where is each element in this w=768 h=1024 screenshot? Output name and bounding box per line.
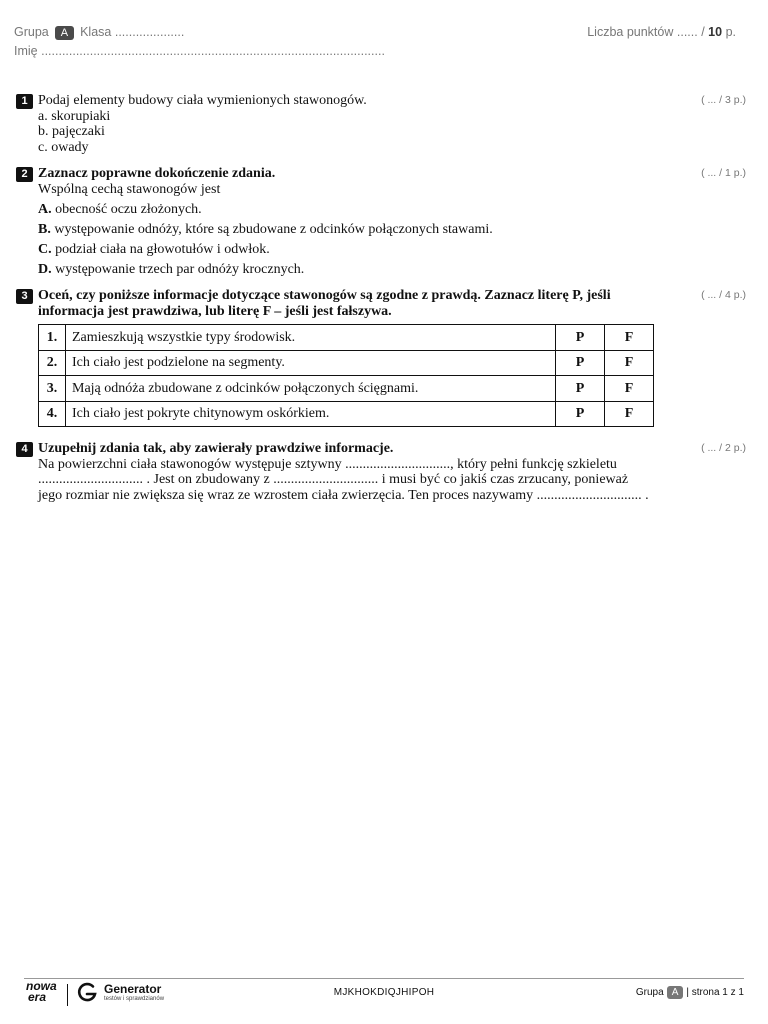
task-score: ( ... / 3 p.)	[701, 94, 746, 106]
row-statement: Ich ciało jest pokryte chitynowym oskórkiem.	[66, 401, 556, 427]
row-number: 3.	[39, 376, 66, 402]
task-lead: Wspólną cechą stawonogów jest	[38, 181, 221, 197]
choice-p[interactable]: P	[556, 376, 605, 402]
generator-logo-subtitle: testów i sprawdzianów	[104, 996, 165, 1002]
fill-in-line: jego rozmiar nie zwiększa się wraz ze wzrostem ciała zwierzęcia. Ten proces nazywamy .............................. .	[38, 487, 649, 503]
row-statement: Mają odnóża zbudowane z odcinków połączonych ścięgnami.	[66, 376, 556, 402]
table-row	[39, 376, 654, 402]
task-4	[16, 441, 746, 505]
task-title: Zaznacz poprawne dokończenie zdania.	[38, 166, 276, 181]
table-row	[39, 325, 654, 351]
list-item: c. owady	[38, 139, 89, 155]
points-sep: /	[701, 25, 705, 39]
task-body	[38, 166, 746, 277]
page-indicator: | strona 1 z 1	[686, 987, 744, 998]
points-unit: p.	[725, 25, 736, 39]
name-label: Imię	[14, 44, 38, 58]
row-number: 2.	[39, 350, 66, 376]
task-number: 1	[16, 94, 33, 109]
task-number: 2	[16, 167, 33, 182]
choice-p[interactable]: P	[556, 401, 605, 427]
points-max: 10	[708, 25, 723, 39]
choice-f[interactable]: F	[605, 376, 654, 402]
option-text: występowanie odnóży, które są zbudowane z odcinków połączonych stawami.	[54, 221, 493, 237]
task-title: Podaj elementy budowy ciała wymienionych stawonogów.	[38, 93, 367, 108]
points-dots: ......	[676, 25, 698, 39]
answer-option-c[interactable]	[38, 242, 746, 258]
fill-in-line: .............................. . Jest on zbudowany z .............................. i musi być co jakiś czas zrzucany, ponieważ	[38, 472, 629, 487]
task-title-line1: Oceń, czy poniższe informacje dotyczące stawonogów są zgodne z prawdą. Zaznacz literę P, jeśli	[38, 288, 611, 303]
row-statement: Zamieszkują wszystkie typy środowisk.	[66, 325, 556, 351]
true-false-table	[38, 324, 654, 427]
task-number: 4	[16, 442, 33, 457]
choice-f[interactable]: F	[605, 350, 654, 376]
logo-nowa-text: nowa	[26, 979, 57, 993]
fill-in-line: Na powierzchni ciała stawonogów występuje sztywny .............................., który pełni funkcję szkieletu	[38, 456, 617, 472]
table-row	[39, 401, 654, 427]
row-number: 1.	[39, 325, 66, 351]
list-item: b. pajęczaki	[38, 124, 105, 139]
footer-page-info	[636, 986, 744, 999]
task-score: ( ... / 2 p.)	[701, 442, 746, 454]
class-dots: ....................	[114, 25, 185, 39]
points-label: Liczba punktów	[587, 25, 674, 39]
task-title: Uzupełnij zdania tak, aby zawierały prawdziwe informacje.	[38, 441, 394, 456]
footer-group-badge: A	[667, 986, 684, 999]
choice-f[interactable]: F	[605, 401, 654, 427]
choice-p[interactable]: P	[556, 325, 605, 351]
task-2	[16, 166, 746, 278]
answer-option-b[interactable]	[38, 222, 746, 238]
option-text: podział ciała na głowotułów i odwłok.	[55, 241, 270, 257]
group-label: Grupa	[14, 25, 49, 39]
row-statement: Ich ciało jest podzielone na segmenty.	[66, 350, 556, 376]
option-text: występowanie trzech par odnóży krocznych.	[55, 261, 305, 277]
task-score: ( ... / 4 p.)	[701, 289, 746, 301]
group-badge: A	[55, 26, 74, 40]
task-3	[16, 288, 746, 434]
option-letter: D.	[38, 261, 52, 277]
choice-p[interactable]: P	[556, 350, 605, 376]
option-letter: B.	[38, 221, 51, 237]
document-code: MJKHOKDIQJHIPOH	[333, 987, 435, 998]
footer-group-label: Grupa	[635, 987, 664, 998]
choice-f[interactable]: F	[605, 325, 654, 351]
task-body	[38, 93, 746, 155]
table-row	[39, 350, 654, 376]
header-points	[587, 25, 736, 39]
task-score: ( ... / 1 p.)	[701, 167, 746, 179]
answer-option-d[interactable]	[38, 262, 746, 278]
name-dots: ...................................................................................................	[41, 44, 385, 58]
answer-option-a[interactable]	[38, 202, 746, 218]
list-item: a. skorupiaki	[38, 108, 111, 124]
option-letter: C.	[38, 241, 52, 257]
header-name	[14, 44, 385, 58]
option-letter: A.	[38, 201, 52, 217]
task-body	[38, 441, 746, 503]
class-label: Klasa	[80, 25, 112, 39]
generator-logo-text: Generator	[104, 982, 162, 996]
header-group-class	[14, 25, 184, 40]
footer-divider	[24, 978, 744, 979]
option-text: obecność oczu złożonych.	[55, 201, 202, 217]
task-1	[16, 93, 746, 157]
logo-era-text: era	[28, 990, 47, 1004]
task-body	[38, 288, 676, 319]
task-title-line2: informacja jest prawdziwa, lub literę F – jeśli jest fałszywa.	[38, 303, 392, 319]
task-number: 3	[16, 289, 33, 304]
row-number: 4.	[39, 401, 66, 427]
